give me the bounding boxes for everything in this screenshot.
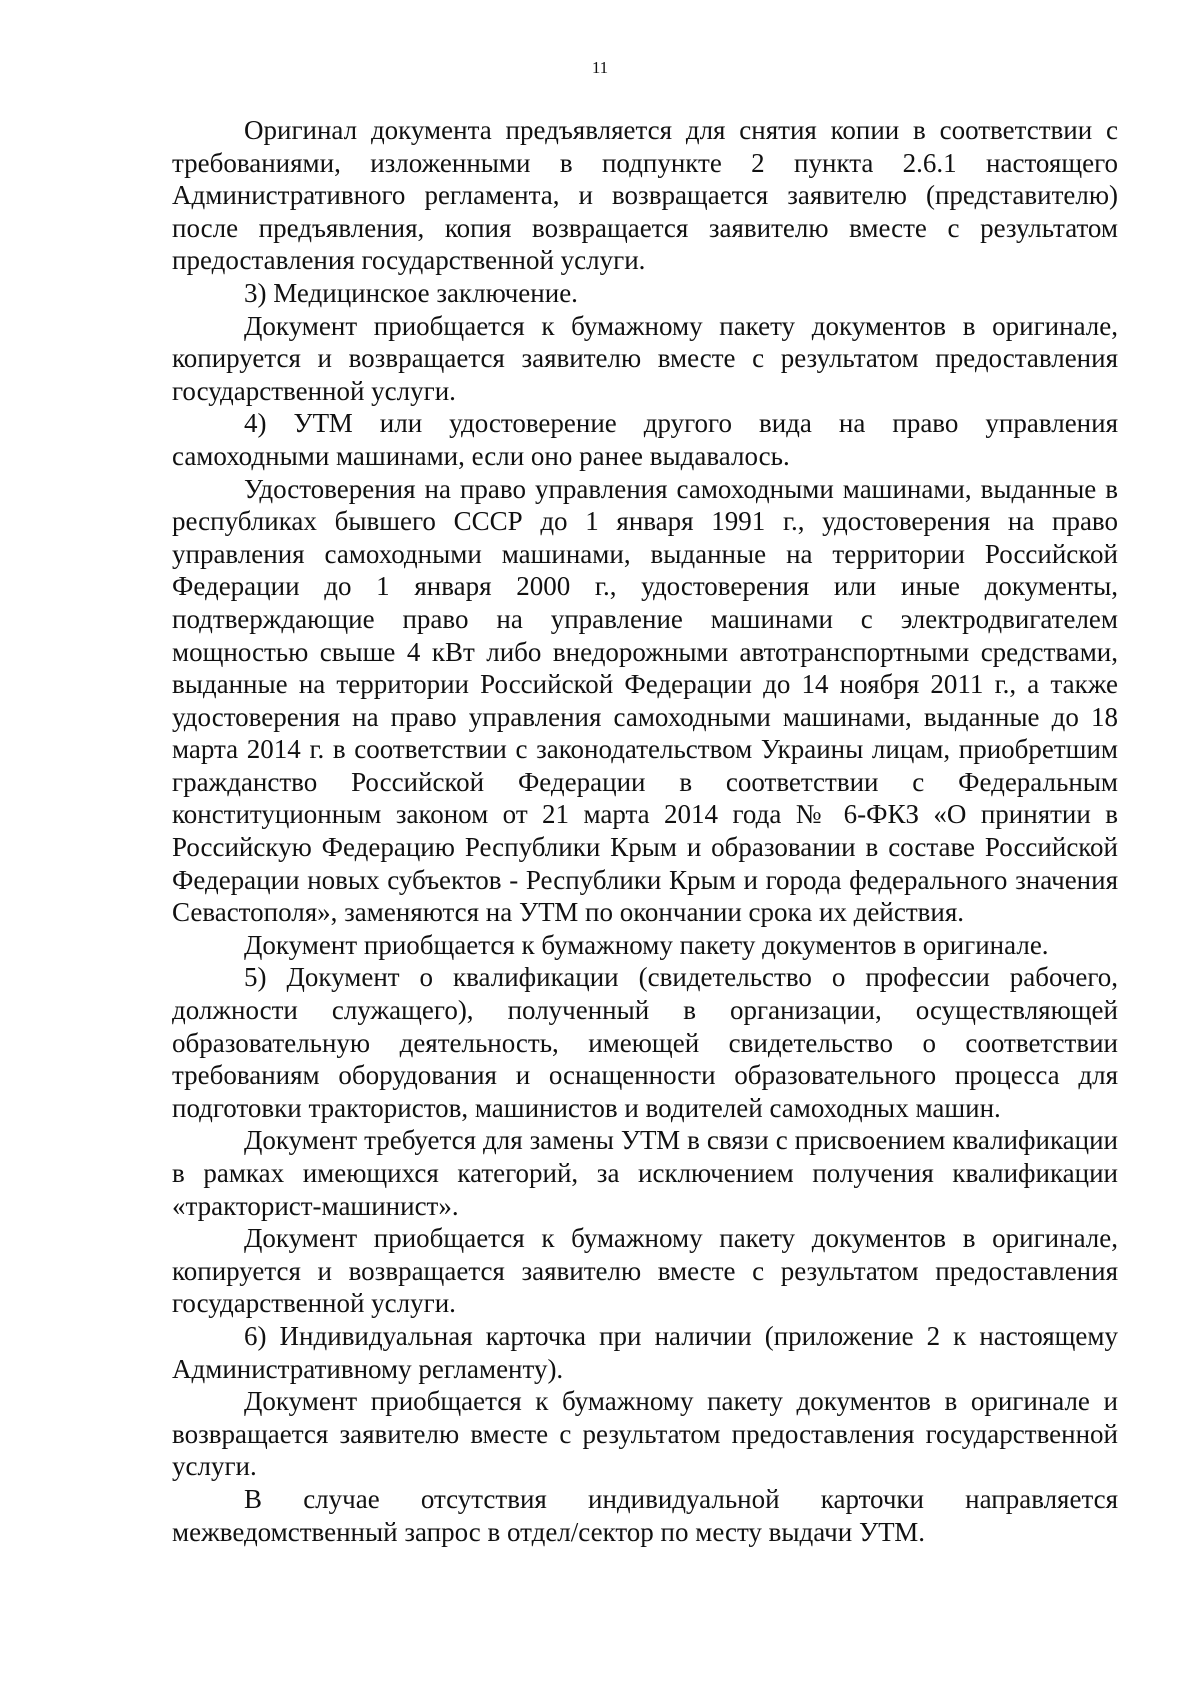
paragraph-license-handling: Документ приобщается к бумажному пакету документов в оригинале. (244, 929, 1049, 960)
paragraph-interagency-request: В случае отсутствия индивидуальной карточки направляется межведомственный запрос в отдел/сектор по месту выдачи УТМ. (172, 1483, 1118, 1547)
document-body (172, 114, 1118, 1548)
paragraph-item-6-individual-card: 6) Индивидуальная карточка при наличии (приложение 2 к настоящему Административному регламенту). (172, 1320, 1118, 1384)
paragraph-item-3-medical-report: 3) Медицинское заключение. (244, 277, 578, 308)
paragraph-individual-card-handling: Документ приобщается к бумажному пакету документов в оригинале и возвращается заявителю вместе с результатом предоставления государственной услуги. (172, 1386, 1118, 1482)
paragraph-qualification-handling: Документ приобщается к бумажному пакету документов в оригинале, копируется и возвращается заявителю вместе с результатом предоставления государственной услуги. (172, 1223, 1118, 1319)
paragraph-original-document: Оригинал документа предъявляется для снятия копии в соответствии с требованиями, изложенными в подпункте 2 пункта 2.6.1 настоящего Административного регламента, и возвращается заявителю (представителю) после предъявления, копия возвращается заявителю вместе с результатом предоставления государственной услуги. (172, 115, 1118, 276)
page-number: 11 (591, 58, 609, 77)
paragraph-item-5-qualification: 5) Документ о квалификации (свидетельство о профессии рабочего, должности служащего), полученный в организации, осуществляющей образовательную деятельность, имеющей свидетельство о соответствии требованиям оборудования и оснащенности образовательного процесса для подготовки трактористов, машинистов и водителей самоходных машин. (172, 962, 1118, 1123)
paragraph-medical-report-handling: Документ приобщается к бумажному пакету документов в оригинале, копируется и возвращается заявителю вместе с результатом предоставления государственной услуги. (172, 310, 1118, 406)
paragraph-item-4-license: 4) УТМ или удостоверение другого вида на право управления самоходными машинами, если оно ранее выдавалось. (172, 408, 1118, 471)
paragraph-license-replacement: Удостоверения на право управления самоходными машинами, выданные в республиках бывшего СССР до 1 января 1991 г., удостоверения на право управления самоходными машинами, выданные на территории Российской Федерации до 1 января 2000 г., удостоверения или иные документы, подтверждающие право на управление машинами с электродвигателем мощностью свыше 4 кВт либо внедорожными автотранспортными средствами, выданные на территории Российской Федерации до 14 ноября 2011 г., а также удостоверения на право управления самоходными машинами, выданные до 18 марта 2014 г. в соответствии с законодательством Украины лицам, приобретшим гражданство Российской Федерации в соответствии с Федеральным конституционным законом от 21 марта 2014 года № 6-ФКЗ «О принятии в Российскую Федерацию Республики Крым и образовании в составе Российской Федерации новых субъектов - Республики Крым и города федерального значения Севастополя», заменяются на УТМ по окончании срока их действия. (172, 473, 1118, 928)
paragraph-qualification-requirement: Документ требуется для замены УТМ в связи с присвоением квалификации в рамках имеющихся категорий, за исключением получения квалификации «тракторист-машинист». (172, 1125, 1118, 1221)
